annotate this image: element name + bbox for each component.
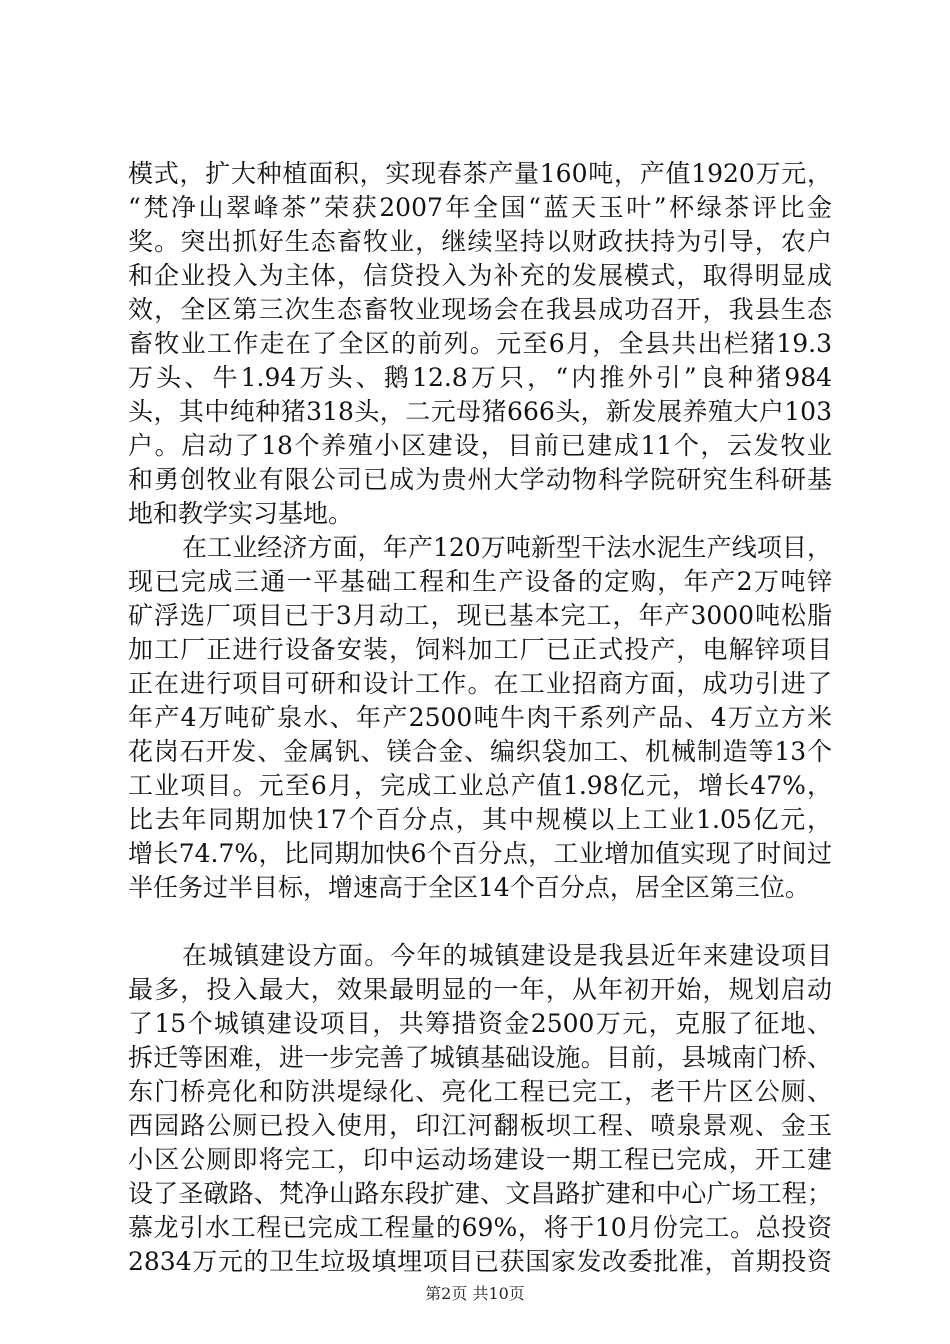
text-line: 慕龙引水工程已完成工程量的69%，将于10月份完工。总投资 [128,1213,832,1242]
text-line: 工业项目。元至6月，完成工业总产值1.98亿元，增长47%， [128,771,832,800]
text-line: 奖。突出抓好生态畜牧业，继续坚持以财政扶持为引导，农户 [128,227,832,256]
text-line: 加工厂正进行设备安装，饲料加工厂已正式投产，电解锌项目 [128,635,832,664]
text-line: 2834万元的卫生垃圾填埋项目已获国家发改委批准，首期投资 [128,1247,832,1276]
text-line: 西园路公厕已投入使用，印江河翻板坝工程、喷泉景观、金玉 [128,1111,832,1140]
text-line: 和勇创牧业有限公司已成为贵州大学动物科学院研究生科研基 [128,465,832,494]
text-line: 畜牧业工作走在了全区的前列。元至6月，全县共出栏猪19.3 [128,329,832,358]
text-line: 和企业投入为主体，信贷投入为补充的发展模式，取得明显成 [128,261,832,290]
paragraph-first-line: 在工业经济方面，年产120万吨新型干法水泥生产线项目， [182,533,832,562]
text-line: 地和教学实习基地。 [128,499,354,528]
text-line: 效，全区第三次生态畜牧业现场会在我县成功召开，我县生态 [128,295,832,324]
text-line: “梵净山翠峰茶”荣获2007年全国“蓝天玉叶”杯绿茶评比金 [128,193,832,222]
text-line: 小区公厕即将完工，印中运动场建设一期工程已完成，开工建 [128,1145,832,1174]
text-line: 模式，扩大种植面积，实现春茶产量160吨，产值1920万元， [128,159,832,188]
text-line: 年产4万吨矿泉水、年产2500吨牛肉干系列产品、4万立方米 [128,703,832,732]
text-line: 现已完成三通一平基础工程和生产设备的定购，年产2万吨锌 [128,567,832,596]
text-line: 最多，投入最大，效果最明显的一年，从年初开始，规划启动 [128,975,832,1004]
text-line: 半任务过半目标，增速高于全区14个百分点，居全区第三位。 [128,873,810,902]
text-line: 增长74.7%，比同期加快6个百分点，工业增加值实现了时间过 [128,839,832,868]
text-line: 矿浮选厂项目已于3月动工，现已基本完工，年产3000吨松脂 [128,601,832,630]
text-line: 比去年同期加快17个百分点，其中规模以上工业1.05亿元， [128,805,832,834]
text-line: 拆迁等困难，进一步完善了城镇基础设施。目前，县城南门桥、 [128,1043,832,1072]
text-line: 了15个城镇建设项目，共筹措资金2500万元，克服了征地、 [128,1009,832,1038]
text-line: 头，其中纯种猪318头，二元母猪666头，新发展养殖大户103 [128,397,832,426]
text-line: 万头、牛1.94万头、鹅12.8万只，“内推外引”良种猪984 [128,363,832,392]
text-line: 正在进行项目可研和设计工作。在工业招商方面，成功引进了 [128,669,832,698]
text-line: 户。启动了18个养殖小区建设，目前已建成11个，云发牧业 [128,431,832,460]
page-number-footer: 第2页 共10页 [425,1284,525,1303]
text-line: 设了圣礅路、梵净山路东段扩建、文昌路扩建和中心广场工程； [128,1179,832,1208]
text-line: 花岗石开发、金属钒、镁合金、编织袋加工、机械制造等13个 [128,737,832,766]
text-line: 东门桥亮化和防洪堤绿化、亮化工程已完工，老干片区公厕、 [128,1077,832,1106]
paragraph-first-line: 在城镇建设方面。今年的城镇建设是我县近年来建设项目 [182,941,832,970]
